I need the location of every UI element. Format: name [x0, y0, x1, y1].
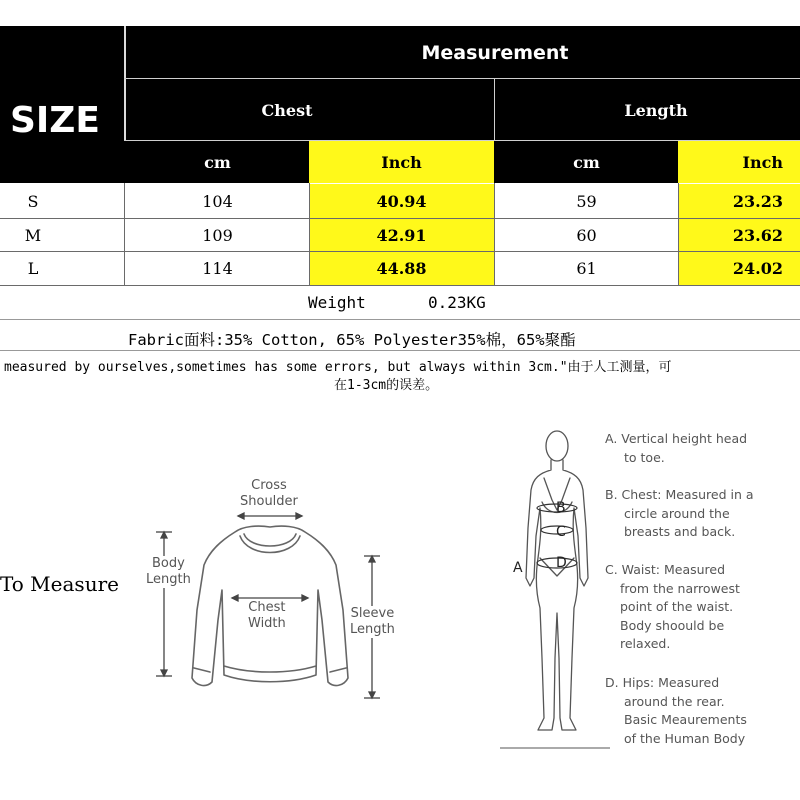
- row-l-length-inch: 24.02: [732, 259, 783, 278]
- row-l-chest-inch: 44.88: [376, 259, 427, 278]
- measurement-header: Measurement: [421, 42, 569, 64]
- weight-label: Weight: [308, 293, 366, 312]
- header-divider: [124, 78, 800, 79]
- row-m-size: M: [24, 226, 42, 245]
- instruction-c-line: C. Waist: Measured: [605, 562, 726, 577]
- instruction-d-line: of the Human Body: [624, 730, 746, 746]
- instruction-a: [605, 430, 747, 467]
- instruction-b-line: circle around the: [624, 505, 730, 521]
- instruction-c-line: point of the waist.: [620, 599, 734, 614]
- instruction-b: [605, 486, 754, 542]
- instruction-d: [605, 674, 747, 748]
- chest-cm-header: cm: [204, 152, 231, 172]
- sleeve-length-label-line-1: Sleeve: [350, 606, 395, 621]
- instruction-a-line: to toe.: [624, 449, 665, 465]
- marker-b: B: [556, 500, 566, 516]
- instruction-c-line: Body shoould be: [620, 617, 725, 633]
- instruction-c: [605, 561, 740, 654]
- cross-shoulder-label-line-1: Cross: [251, 478, 287, 493]
- instruction-d-line: D. Hips: Measured: [605, 675, 720, 690]
- row-s-length-cm: 59: [576, 192, 597, 211]
- row-s-size: S: [27, 192, 39, 211]
- chest-width-label-line-1: Chest: [248, 600, 286, 615]
- length-header: Length: [624, 100, 688, 120]
- body-length-label-line-1: Body: [152, 556, 185, 571]
- row-l-chest-cm: 114: [202, 259, 233, 278]
- instruction-d-line: Basic Meaurements: [624, 712, 747, 727]
- chest-inch-header: Inch: [309, 141, 494, 183]
- divider: [0, 350, 800, 351]
- instruction-b-line: breasts and back.: [624, 524, 736, 539]
- col-line: [124, 183, 125, 285]
- divider: [0, 319, 800, 320]
- size-header: SIZE: [9, 99, 101, 141]
- row-line: [0, 285, 800, 286]
- instruction-d-line: around the rear.: [624, 693, 725, 709]
- row-s-chest-cm: 104: [202, 192, 233, 211]
- cross-shoulder-label-line-2: Shoulder: [240, 494, 298, 509]
- neckline: [244, 534, 296, 546]
- note-line-1: measured by ourselves,sometimes has some errors, but always within 3cm."由于人工测量，可: [4, 360, 672, 375]
- marker-a: A: [513, 560, 523, 576]
- how-to-measure-label: To Measure: [0, 572, 119, 596]
- instruction-c-line: relaxed.: [620, 636, 671, 651]
- instruction-c-line: from the narrowest: [620, 580, 740, 596]
- row-s-chest-inch: 40.94: [376, 192, 427, 211]
- length-cm-header: cm: [573, 152, 600, 172]
- chest-width-label: [248, 600, 286, 632]
- marker-d: D: [556, 555, 567, 571]
- body-length-label: [146, 556, 191, 588]
- sleeve-length-label: [350, 606, 395, 638]
- row-m-chest-cm: 109: [202, 226, 233, 245]
- instruction-b-line: B. Chest: Measured in a: [605, 487, 754, 502]
- cross-shoulder-label: [240, 478, 298, 510]
- row-s-length-inch: 23.23: [732, 192, 783, 211]
- sleeve-length-label-line-2: Length: [350, 622, 395, 637]
- chest-width-label-line-2: Width: [248, 616, 286, 631]
- row-m-chest-inch: 42.91: [376, 226, 427, 245]
- chest-header: Chest: [261, 100, 313, 120]
- body-length-label-line-2: Length: [146, 572, 191, 587]
- instruction-a-line: A. Vertical height head: [605, 431, 748, 446]
- row-l-size: L: [27, 259, 39, 278]
- row-m-length-cm: 60: [576, 226, 597, 245]
- head-icon: [546, 431, 568, 461]
- note-line-2: 在1-3cm的误差。: [334, 378, 439, 393]
- weight-value: 0.23KG: [428, 293, 486, 312]
- row-m-length-inch: 23.62: [732, 226, 783, 245]
- fabric-text: Fabric面料:35% Cotton, 65% Polyester35%棉，65%聚酯: [128, 331, 576, 349]
- human-body-diagram: [500, 418, 610, 753]
- marker-c: C: [556, 524, 566, 540]
- length-inch-header: Inch: [678, 141, 800, 183]
- row-l-length-cm: 61: [576, 259, 597, 278]
